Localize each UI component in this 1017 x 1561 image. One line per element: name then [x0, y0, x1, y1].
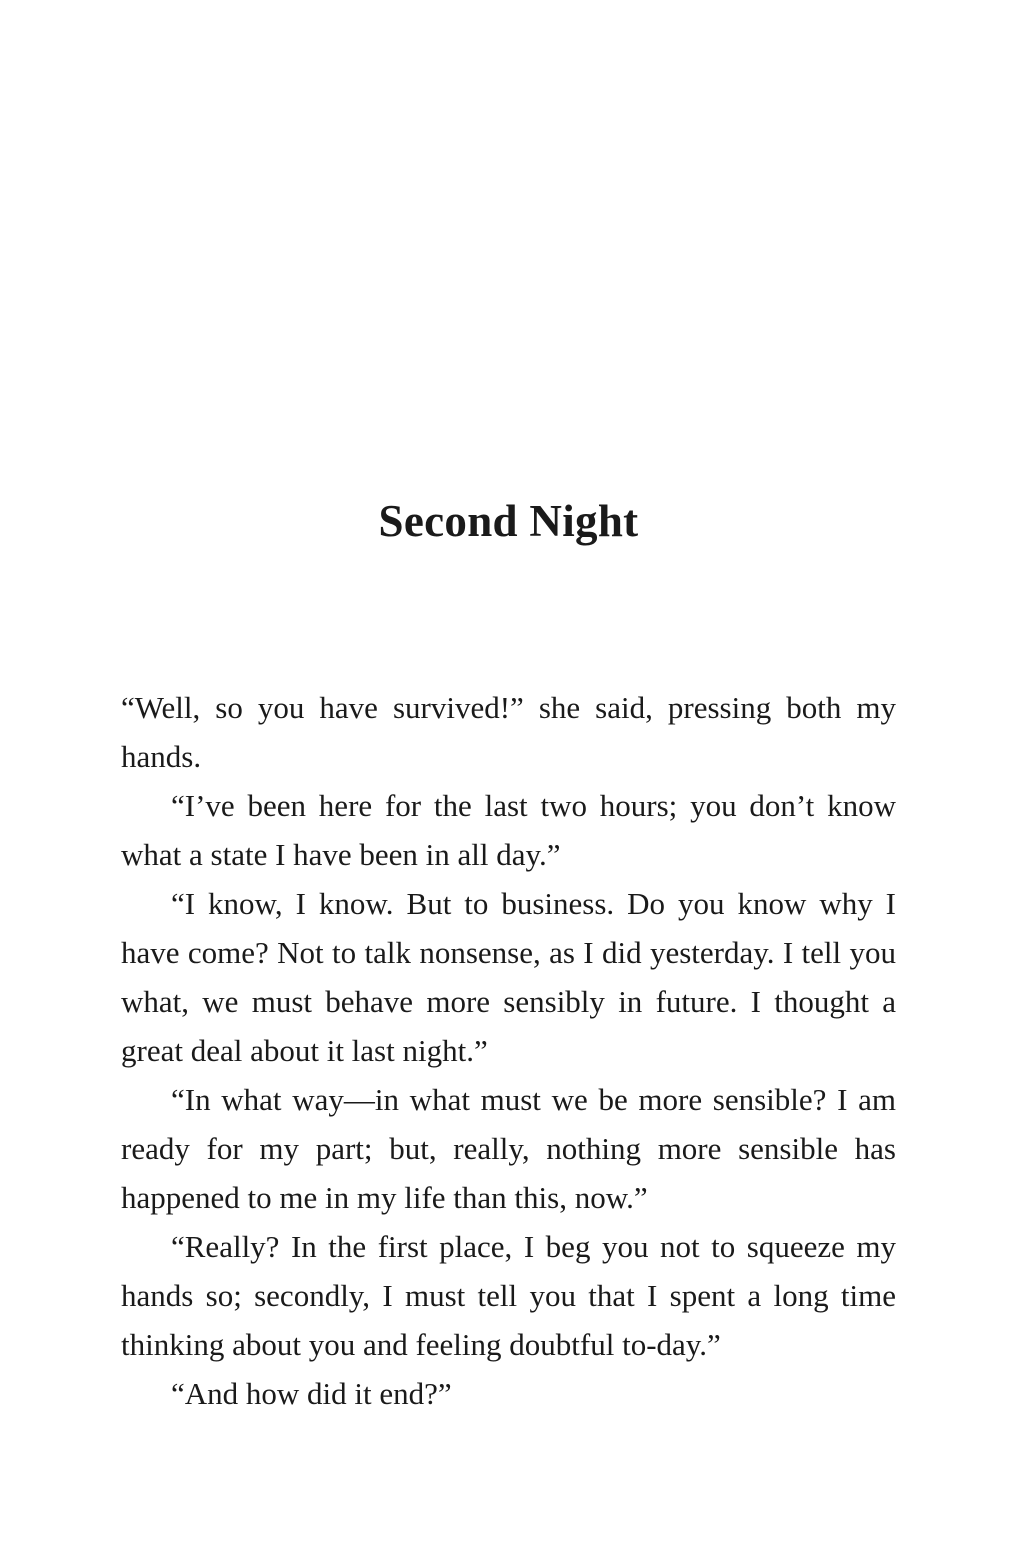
paragraph: “I know, I know. But to business. Do you know why I have come? Not to talk nonsense, as I did yesterday. I tell you what, we must behave more sensibly in future. I thought a great deal about it last night.”	[121, 886, 896, 1068]
chapter-title: Second Night	[378, 496, 639, 546]
paragraph: “In what way—in what must we be more sensible? I am ready for my part; but, really, nothing more sensible has happened to me in my life than this, now.”	[121, 1082, 896, 1215]
paragraph: “Really? In the first place, I beg you not to squeeze my hands so; secondly, I must tell you that I spent a long time thinking about you and feeling doubtful to-day.”	[121, 1229, 896, 1362]
paragraph: “I’ve been here for the last two hours; you don’t know what a state I have been in all day.”	[121, 788, 896, 872]
paragraph: “Well, so you have survived!” she said, pressing both my hands.	[121, 690, 896, 774]
paragraph: “And how did it end?”	[171, 1376, 452, 1411]
chapter-body	[121, 683, 896, 1418]
